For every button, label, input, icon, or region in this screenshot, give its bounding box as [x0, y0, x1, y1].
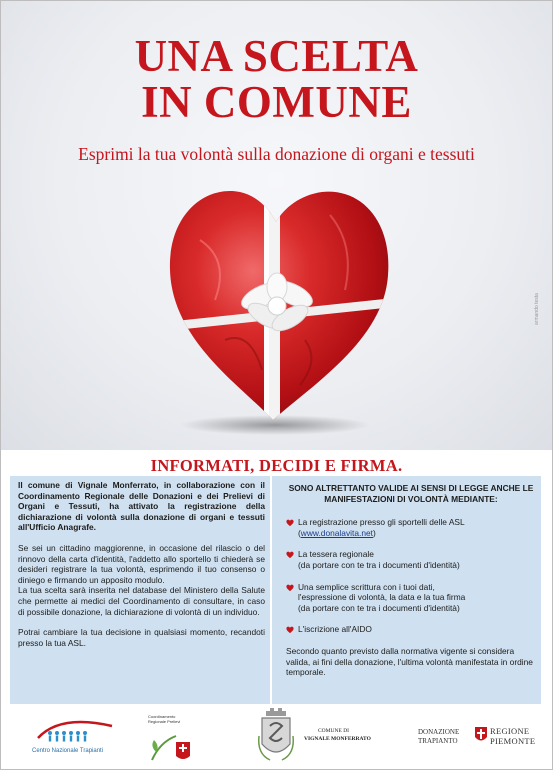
eligibility-paragraph: Se sei un cittadino maggiorenne, in occasione del rilascio o del rinnovo della carta d'identità, l'addetto allo sportello ti chiederà se desideri registrare la tua volontà, esprimendo il tuo consenso o diniego e firmando un apposito modulo.: [18, 542, 265, 585]
info-panel: [10, 476, 541, 704]
list-item: [286, 517, 536, 538]
title-line-2: IN COMUNE: [141, 77, 412, 127]
comune-line-2: VIGNALE MONFERRATO: [304, 736, 371, 742]
heart-bullet-icon: [286, 551, 294, 559]
way-asl-text: La registrazione presso gli sportelli delle ASL: [298, 517, 465, 528]
right-column-text: [286, 483, 536, 678]
page-title: [0, 33, 553, 125]
way-scrittura-text: Una semplice scrittura con i tuoi dati,: [298, 581, 435, 592]
cnt-people-icon: [30, 716, 120, 746]
crest-icon: [256, 706, 296, 768]
left-column-text: [18, 480, 265, 648]
list-item: [286, 624, 536, 635]
list-item: [286, 549, 536, 570]
coord-leaf-icon: [146, 722, 196, 766]
regione-line-2: PIEMONTE: [490, 736, 536, 746]
right-column-heading: SONO ALTRETTANTO VALIDE AI SENSI DI LEGGE ANCHE LE MANIFESTAZIONI DI VOLONTÀ MEDIANTE:: [288, 483, 534, 504]
right-column: [272, 476, 541, 704]
comune-line-1: COMUNE DI: [318, 728, 350, 734]
piemonte-shield-icon: [474, 726, 488, 744]
donazione-line-1: DONAZIONE: [418, 728, 460, 736]
coord-label: Coordinamento Regionale Prelievi: [148, 714, 181, 724]
ways-list: [286, 517, 536, 635]
footer-logos: [0, 706, 553, 770]
donazione-line-2: TRAPIANTO: [418, 737, 458, 745]
coordinamento-logo: [146, 712, 196, 766]
heart-bullet-icon: [286, 584, 294, 592]
way-tessera-note: (da portare con te tra i documenti d'identità): [298, 559, 460, 570]
heart-bullet-icon: [286, 626, 294, 634]
left-column: [10, 476, 272, 704]
comune-crest: [256, 706, 296, 770]
way-tessera-text: La tessera regionale: [298, 549, 374, 560]
cnt-label: Centro Nazionale Trapianti: [32, 748, 104, 754]
tagline: INFORMATI, DECIDI E FIRMA.: [150, 456, 403, 475]
donalavita-link[interactable]: www.donalavita.net: [300, 527, 373, 538]
regione-line-1: REGIONE: [490, 726, 530, 736]
way-scrittura-text-2: l'espressione di volontà, la data e la tua firma: [298, 592, 466, 603]
title-line-1: UNA SCELTA: [134, 31, 419, 81]
subtitle: Esprimi la tua volontà sulla donazione di organi e tessuti: [78, 144, 475, 164]
intro-paragraph: Il comune di Vignale Monferrato, in collaborazione con il Coordinamento Regionale delle Donazioni e dei Prelievi di Organi e Tessuti, ha attivato la registrazione della dichiarazione di volontà sulla donazione di organi e tessuti all'Ufficio Anagrafe.: [18, 480, 265, 533]
cnt-logo: [30, 716, 120, 756]
closing-paragraph: Secondo quanto previsto dalla normativa vigente si considera valida, ai fini della donazione, l'ultima volontà manifestata in ordine temporale.: [286, 645, 533, 678]
comune-label-block: [304, 728, 384, 748]
heart-bullet-icon: [286, 519, 294, 527]
way-scrittura-note: (da portare con te tra i documenti d'identità): [298, 602, 460, 613]
database-paragraph: La tua scelta sarà inserita nel database del Ministero della Salute che permette ai medici del Coordinamento di consultare, in caso di possibile donazione, la dichiarazione di volontà di un individuo.: [18, 585, 265, 617]
photo-credit: armando testa: [534, 293, 540, 325]
way-aido-text: L'iscrizione all'AIDO: [298, 624, 372, 635]
regione-piemonte-logo: [474, 726, 544, 752]
way-asl-link-line: (www.donalavita.net): [298, 527, 376, 538]
donazione-trapianto-logo: [418, 728, 474, 752]
change-decision-paragraph: Potrai cambiare la tua decisione in qualsiasi momento, recandoti presso la tua ASL.: [18, 627, 265, 648]
list-item: [286, 582, 536, 614]
